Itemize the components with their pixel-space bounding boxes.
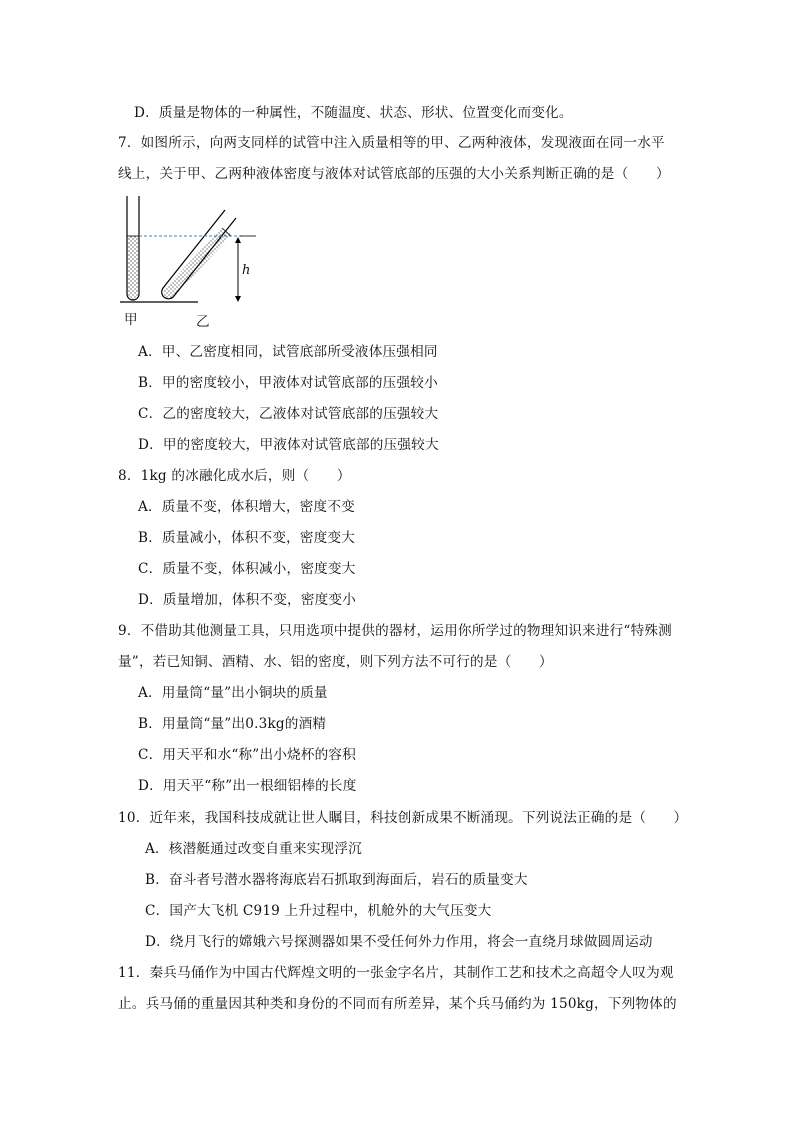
q9-option-a: A．用量筒“量”出小铜块的质量: [138, 685, 328, 701]
q10-option-a: A．核潜艇通过改变自重来实现浮沉: [145, 841, 362, 857]
q7-option-c: C．乙的密度较大，乙液体对试管底部的压强较大: [138, 406, 439, 422]
q9-option-b: B．用量筒“量”出0.3kg的酒精: [138, 716, 327, 732]
test-tube-figure: [118, 192, 258, 332]
q11-stem-line-1: 11．秦兵马俑作为中国古代辉煌文明的一张金字名片，其制作工艺和技术之高超令人叹为观: [118, 965, 674, 981]
q9-stem-line-1: 9．不借助其他测量工具，只用选项中提供的器材，运用你所学过的物理知识来进行“特殊测: [118, 623, 672, 639]
q9-option-d: D．用天平“称”出一根细铝棒的长度: [138, 778, 357, 794]
liquid-yi: [163, 228, 231, 298]
q7-stem-line-2: 线上，关于甲、乙两种液体密度与液体对试管底部的压强的大小关系判断正确的是（ ）: [118, 166, 670, 182]
q10-stem: 10．近年来，我国科技成就让世人瞩目，科技创新成果不断涌现。下列说法正确的是（ ）: [118, 810, 688, 826]
q9-stem-line-2: 量”，若已知铜、酒精、水、铝的密度，则下列方法不可行的是（ ）: [118, 654, 553, 670]
label-h: h: [242, 263, 251, 278]
test-tube-diagram: [118, 192, 258, 332]
q10-option-d: D．绕月飞行的嫦娥六号探测器如果不受任何外力作用，将会一直绕月球做圆周运动: [145, 934, 653, 950]
q7-option-d: D．甲的密度较大，甲液体对试管底部的压强较大: [138, 437, 439, 453]
q8-option-a: A．质量不变，体积增大，密度不变: [138, 499, 355, 515]
q6-option-d: D．质量是物体的一种属性，不随温度、状态、形状、位置变化而变化。: [134, 105, 573, 121]
q11-stem-line-2: 止。兵马俑的重量因其种类和身份的不同而有所差异，某个兵马俑约为 150kg，下列物体的: [118, 996, 677, 1012]
q9-option-c: C．用天平和水“称”出小烧杯的容积: [138, 747, 357, 763]
q10-option-c: C．国产大飞机 C919 上升过程中，机舱外的大气压变大: [145, 903, 492, 919]
q8-option-d: D．质量增加，体积不变，密度变小: [138, 592, 357, 608]
q8-option-b: B．质量减小，体积不变，密度变大: [138, 530, 356, 546]
q8-stem: 8．1kg 的冰融化成水后，则（ ）: [118, 468, 351, 484]
q8-option-c: C．质量不变，体积减小，密度变大: [138, 561, 356, 577]
label-yi: 乙: [196, 314, 210, 330]
label-jia: 甲: [124, 312, 138, 328]
q10-option-b: B．奋斗者号潜水器将海底岩石抓取到海面后，岩石的质量变大: [145, 872, 528, 888]
q7-option-b: B．甲的密度较小，甲液体对试管底部的压强较小: [138, 375, 438, 391]
q7-option-a: A．甲、乙密度相同，试管底部所受液体压强相同: [138, 344, 438, 360]
q7-stem-line-1: 7．如图所示，向两支同样的试管中注入质量相等的甲、乙两种液体，发现液面在同一水平: [118, 135, 665, 151]
